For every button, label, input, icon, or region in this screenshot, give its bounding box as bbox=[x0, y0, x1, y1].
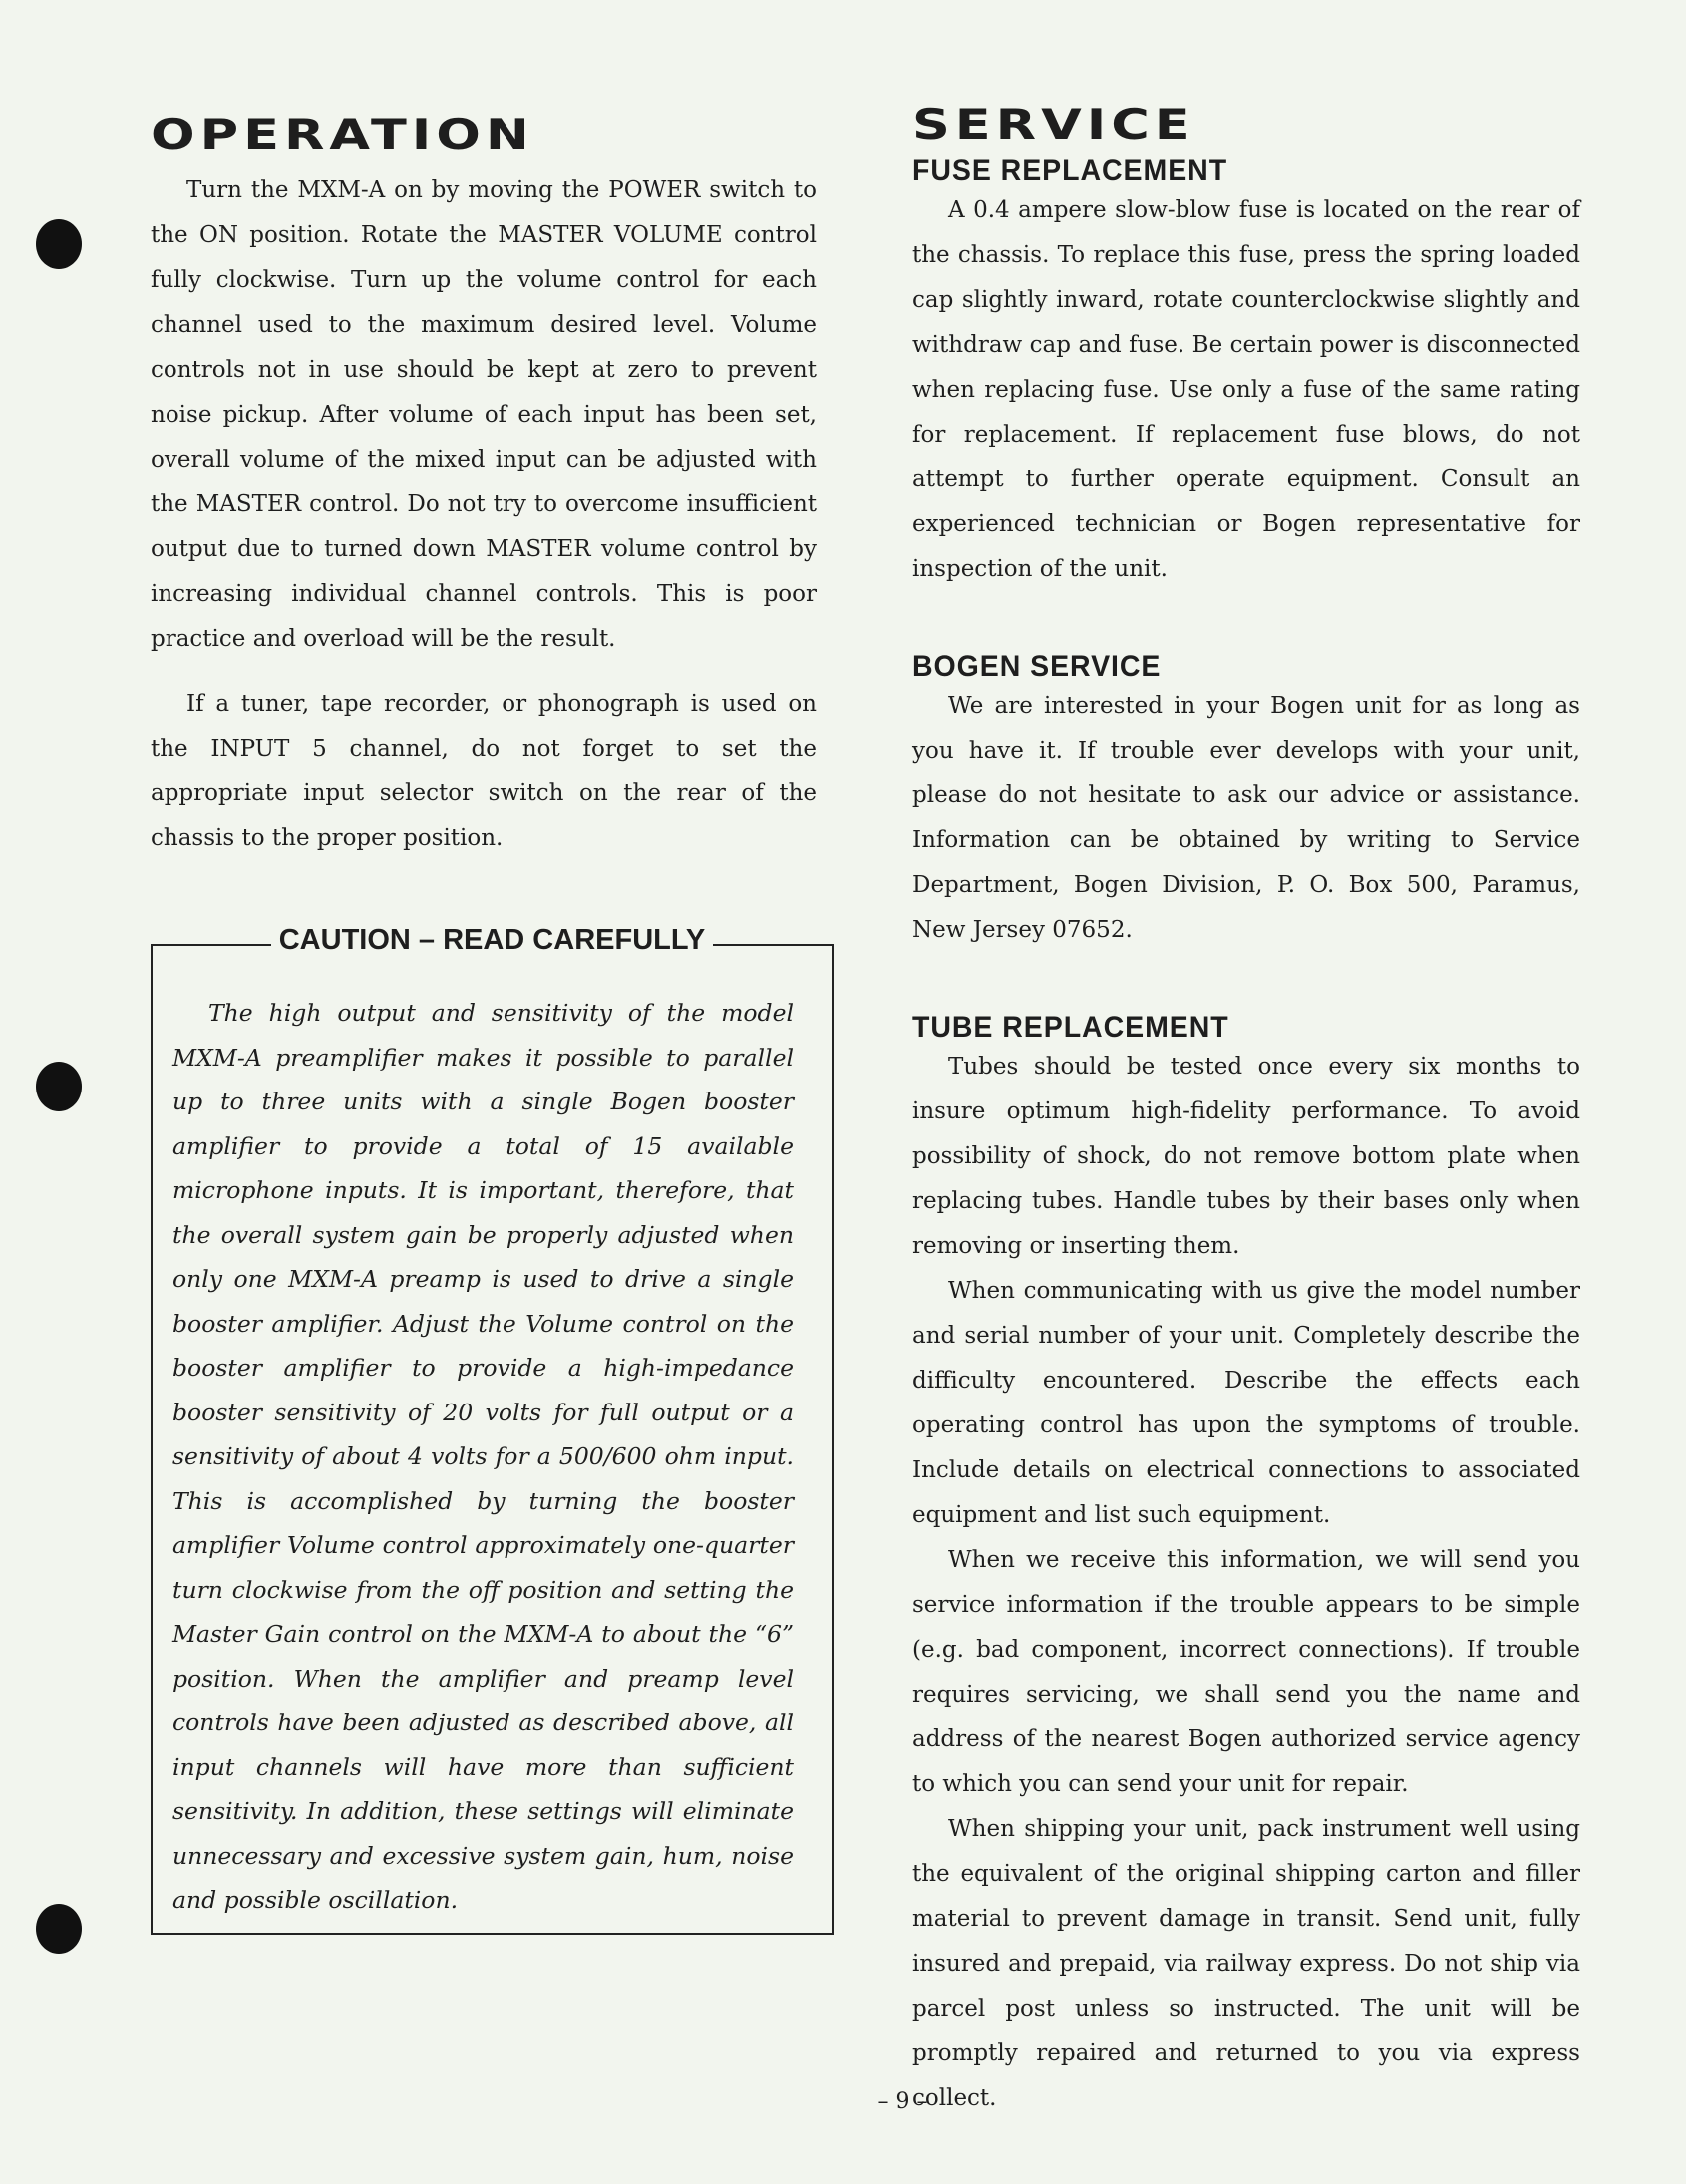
tube-paragraph: When communicating with us give the model number and serial number of your unit. Completely describe the difficulty encountered. Describe the effects each operating control has upon the symptoms of trouble. Include details on electrical connections to associated equipment and list such equipment. bbox=[912, 1278, 1580, 1528]
tube-paragraph: When we receive this information, we will send you service information if the trouble appears to be simple (e.g. bad component, incorrect connections). If trouble requires servicing, we shall send you the name and address of the nearest Bogen authorized service agency to which you can send your unit for repair. bbox=[912, 1547, 1580, 1797]
operation-section bbox=[151, 110, 817, 861]
page-number: – 9 – bbox=[877, 2089, 928, 2114]
operation-heading: OPERATION bbox=[151, 110, 534, 158]
punch-hole bbox=[36, 1904, 82, 1954]
tube-paragraph: When shipping your unit, pack instrument well using the equivalent of the original shipping carton and filler material to prevent damage in transit. Send unit, fully insured and prepaid, via railway express. Do not ship via parcel post unless so instructed. The unit will be promptly repaired and returned to you via express collect. bbox=[912, 1816, 1580, 2111]
caution-box bbox=[151, 924, 834, 1935]
tube-replacement-heading: TUBE REPLACEMENT bbox=[912, 1011, 1229, 1044]
punch-hole bbox=[36, 1062, 82, 1111]
caution-text: The high output and sensitivity of the model MXM-A preamplifier makes it possible to parallel up to three units with a single Bogen booster amplifier to provide a total of 15 available microphone inputs. It is important, therefore, that the overall system gain be properly adjusted when only one MXM-A preamp is used to drive a single booster amplifier. Adjust the Volume control on the booster amplifier to provide a high-impedance booster sensitivity of 20 volts for full output or a sensitivity of about 4 volts for a 500/600 ohm input. This is accomplished by turning the booster amplifier Volume control approximately one-quarter turn clockwise from the off position and setting the Master Gain control on the MXM-A to about the “6” position. When the amplifier and preamp level controls have been adjusted as described above, all input channels will have more than sufficient sensitivity. In addition, these settings will eliminate unnecessary and excessive system gain, hum, noise and possible oscillation. bbox=[172, 999, 794, 1914]
tube-paragraph: Tubes should be tested once every six months to insure optimum high-fidelity performance. To avoid possibility of shock, do not remove bottom plate when replacing tubes. Handle tubes by their bases only when removing or inserting them. bbox=[912, 1054, 1580, 1259]
bogen-text: We are interested in your Bogen unit for as long as you have it. If trouble ever develops with your unit, please do not hesitate to ask our advice or assistance. Information can be obtained by writing to Service Department, Bogen Division, P. O. Box 500, Paramus, New Jersey 07652. bbox=[912, 693, 1580, 943]
service-section bbox=[912, 100, 1580, 2121]
fuse-replacement-heading: FUSE REPLACEMENT bbox=[912, 155, 1228, 187]
caution-heading: CAUTION – READ CAREFULLY bbox=[271, 924, 714, 956]
fuse-text: A 0.4 ampere slow-blow fuse is located on the rear of the chassis. To replace this fuse, press the spring loaded cap slightly inward, rotate counterclockwise slightly and withdraw cap and fuse. Be certain power is disconnected when replacing fuse. Use only a fuse of the same rating for replacement. If replacement fuse blows, do not attempt to further operate equipment. Consult an experienced technician or Bogen representative for inspection of the unit. bbox=[912, 197, 1580, 582]
service-heading: SERVICE bbox=[912, 100, 1195, 149]
operation-paragraph: If a tuner, tape recorder, or phonograph is used on the INPUT 5 channel, do not forget to set the appropriate input selector switch on the rear of the chassis to the proper position. bbox=[151, 691, 817, 851]
bogen-service-heading: BOGEN SERVICE bbox=[912, 650, 1162, 683]
punch-hole bbox=[36, 219, 82, 269]
operation-paragraph: Turn the MXM-A on by moving the POWER switch to the ON position. Rotate the MASTER VOLUME control fully clockwise. Turn up the volume control for each channel used to the maximum desired level. Volume controls not in use should be kept at zero to prevent noise pickup. After volume of each input has been set, overall volume of the mixed input can be adjusted with the MASTER control. Do not try to overcome insufficient output due to turned down MASTER volume control by increasing individual channel controls. This is poor practice and overload will be the result. bbox=[151, 177, 817, 652]
